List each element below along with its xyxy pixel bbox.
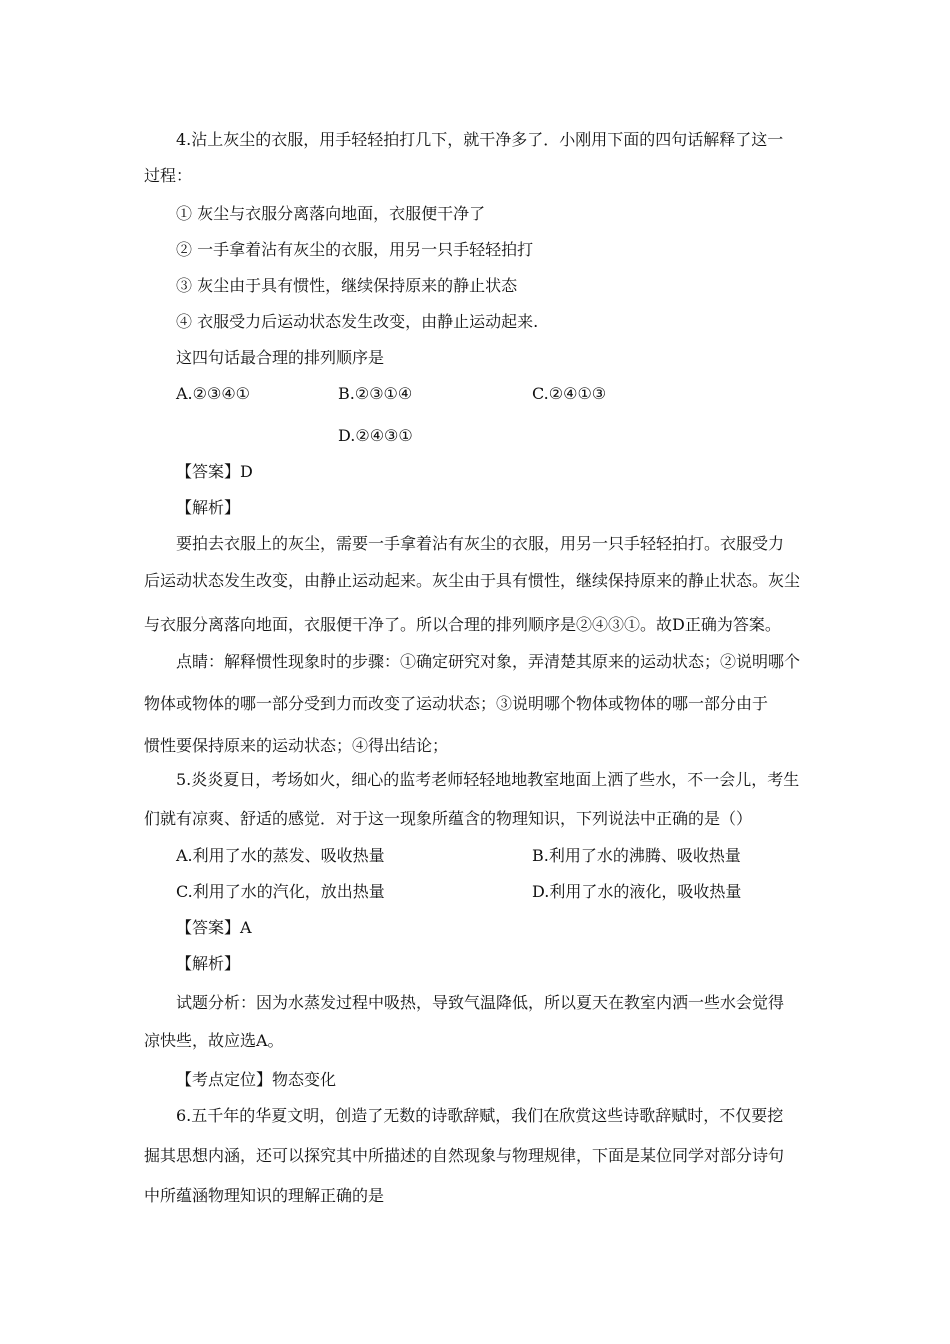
q4-answer: 【答案】D: [176, 462, 253, 481]
q5-option-d: D.利用了水的液化，吸收热量: [532, 882, 742, 901]
q5-analysis-line2: 凉快些，故应选A。: [144, 1031, 284, 1050]
q6-stem-line1: 6.五千年的华夏文明，创造了无数的诗歌辞赋，我们在欣赏这些诗歌辞赋时，不仅要挖: [176, 1106, 784, 1125]
q5-answer: 【答案】A: [176, 918, 252, 937]
q4-analysis-line2: 后运动状态发生改变，由静止运动起来。灰尘由于具有惯性，继续保持原来的静止状态。灰尘: [144, 571, 801, 590]
q5-analysis-line1: 试题分析：因为水蒸发过程中吸热，导致气温降低，所以夏天在教室内洒一些水会觉得: [176, 993, 785, 1012]
q6-stem-line3: 中所蕴涵物理知识的理解正确的是: [144, 1186, 385, 1205]
q4-option-d: D.②④③①: [338, 426, 413, 445]
q4-tip-line2: 物体或物体的哪一部分受到力而改变了运动状态；③说明哪个物体或物体的哪一部分由于: [144, 694, 769, 713]
q5-option-c: C.利用了水的汽化，放出热量: [176, 882, 385, 901]
q5-stem-line1: 5.炎炎夏日，考场如火，细心的监考老师轻轻地地教室地面上洒了些水，不一会儿，考生: [176, 770, 800, 789]
q5-option-b: B.利用了水的沸腾、吸收热量: [532, 846, 741, 865]
q4-analysis-heading: 【解析】: [176, 498, 241, 517]
q6-stem-line2: 掘其思想内涵，还可以探究其中所描述的自然现象与物理规律，下面是某位同学对部分诗句: [144, 1146, 785, 1165]
q4-tip-line1: 点睛：解释惯性现象时的步骤：①确定研究对象，弄清楚其原来的运动状态；②说明哪个: [176, 652, 801, 671]
q4-tip-line3: 惯性要保持原来的运动状态；④得出结论；: [144, 736, 449, 755]
q5-analysis-heading: 【解析】: [176, 954, 241, 973]
q5-option-a: A.利用了水的蒸发、吸收热量: [176, 846, 385, 865]
q4-statement-4: ④ 衣服受力后运动状态发生改变，由静止运动起来.: [176, 312, 539, 331]
q4-analysis-line3: 与衣服分离落向地面，衣服便干净了。所以合理的排列顺序是②④③①。故D正确为答案。: [144, 615, 781, 634]
q4-prompt: 这四句话最合理的排列顺序是: [176, 348, 385, 367]
q4-analysis-line1: 要拍去衣服上的灰尘，需要一手拿着沾有灰尘的衣服，用另一只手轻轻拍打。衣服受力: [176, 534, 785, 553]
q4-option-a: A.②③④①: [176, 384, 251, 403]
q4-option-c: C.②④①③: [532, 384, 607, 403]
q4-stem-line2: 过程：: [144, 166, 193, 185]
q4-statement-1: ① 灰尘与衣服分离落向地面，衣服便干净了: [176, 204, 486, 223]
q4-option-b: B.②③①④: [338, 384, 413, 403]
q4-stem-line1: 4.沾上灰尘的衣服，用手轻轻拍打几下，就干净多了．小刚用下面的四句话解释了这一: [176, 130, 784, 149]
q5-stem-line2: 们就有凉爽、舒适的感觉．对于这一现象所蕴含的物理知识，下列说法中正确的是（）: [144, 809, 753, 828]
q4-statement-2: ② 一手拿着沾有灰尘的衣服，用另一只手轻轻拍打: [176, 240, 534, 259]
q4-statement-3: ③ 灰尘由于具有惯性，继续保持原来的静止状态: [176, 276, 518, 295]
q5-topic: 【考点定位】物态变化: [176, 1070, 337, 1089]
